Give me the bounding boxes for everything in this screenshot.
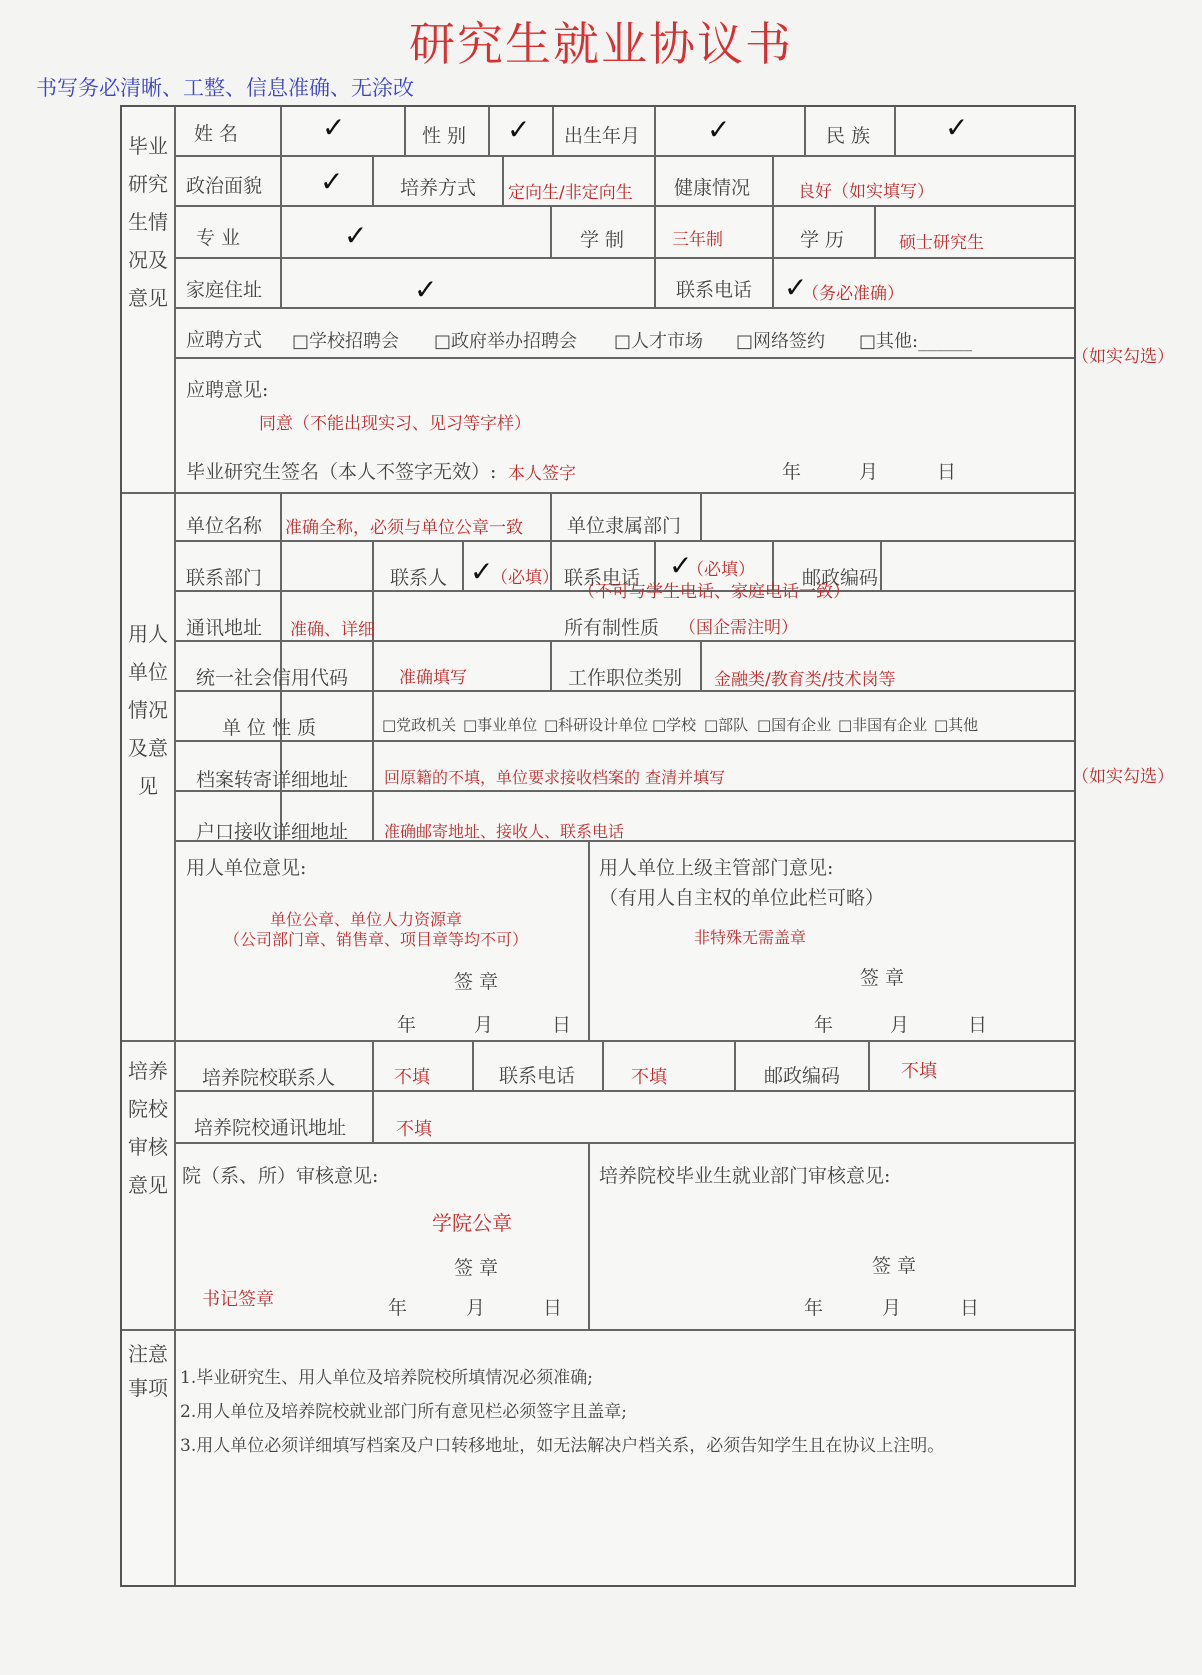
row-line xyxy=(174,205,1074,207)
school-contact-value: 不填 xyxy=(394,1067,430,1088)
cell-line xyxy=(372,155,374,205)
cell-line xyxy=(804,107,806,155)
superior-stamp: 非特殊无需盖章 xyxy=(694,928,807,947)
cell-line xyxy=(502,155,504,205)
row-line xyxy=(174,640,1074,642)
name-check-icon: ✓ xyxy=(322,111,346,144)
date-year: 年 xyxy=(782,461,802,483)
nature-option-school[interactable]: □学校 xyxy=(652,716,697,734)
section3-bottom-line xyxy=(122,1329,1074,1331)
row-line xyxy=(174,740,1074,742)
credit-code-label: 统一社会信用代码 xyxy=(196,667,349,689)
ownership-value: （国企需注明） xyxy=(679,618,798,638)
row-line xyxy=(174,257,1074,259)
secretary-sign: 书记签章 xyxy=(202,1289,274,1310)
cell-line xyxy=(772,155,774,205)
unit-name-value: 准确全称，必须与单位公章一致 xyxy=(285,518,523,538)
school-address-label: 培养院校通讯地址 xyxy=(194,1117,347,1139)
nature-option-public-institution[interactable]: □事业单位 xyxy=(463,716,538,734)
row-line xyxy=(174,690,1074,692)
method-option-campus-fair[interactable]: □学校招聘会 xyxy=(292,331,400,352)
training-label: 培养方式 xyxy=(400,177,477,199)
cell-line xyxy=(588,1142,590,1329)
cell-line xyxy=(472,1040,474,1090)
school-phone-value: 不填 xyxy=(631,1067,667,1088)
method-label: 应聘方式 xyxy=(186,329,263,351)
ownership-label: 所有制性质 xyxy=(564,617,660,639)
cell-line xyxy=(734,1040,736,1090)
contact-phone-check-icon: ✓ xyxy=(669,549,693,582)
employment-seal-label: 签 章 xyxy=(872,1255,917,1277)
college-stamp: 学院公章 xyxy=(432,1211,512,1235)
contact-person-value: （必填） xyxy=(491,568,559,588)
postcode-label: 邮政编码 xyxy=(802,567,879,589)
section1-bottom-line xyxy=(122,492,1074,494)
cell-line xyxy=(700,492,702,540)
school-address-value: 不填 xyxy=(396,1119,432,1140)
cell-line xyxy=(404,107,406,155)
cell-line xyxy=(552,107,554,155)
job-type-value: 金融类/教育类/技术岗等 xyxy=(714,670,896,690)
phone-label: 联系电话 xyxy=(676,279,753,301)
birth-check-icon: ✓ xyxy=(707,113,731,146)
opinion-label: 应聘意见: xyxy=(186,379,269,401)
employer-seal-label: 签 章 xyxy=(454,971,499,993)
cell-line xyxy=(280,205,282,257)
employer-stamp-line2: （公司部门章、销售章、项目章等均不可） xyxy=(224,930,529,949)
superior-opinion-label: 用人单位上级主管部门意见: xyxy=(599,857,834,879)
address-check-icon: ✓ xyxy=(414,273,438,306)
college-date-month: 月 xyxy=(466,1297,486,1319)
major-label: 专 业 xyxy=(196,227,241,249)
superior-date-year: 年 xyxy=(814,1014,834,1036)
employment-date-year: 年 xyxy=(804,1297,824,1319)
row-line xyxy=(174,155,1074,157)
address-label: 家庭住址 xyxy=(186,279,263,301)
signature-value: 本人签字 xyxy=(508,464,576,484)
cell-line xyxy=(880,540,882,590)
superior-opinion-note: （有用人自主权的单位此栏可略） xyxy=(599,887,885,909)
hukou-label: 户口接收详细地址 xyxy=(196,821,349,843)
nature-option-research-design[interactable]: □科研设计单位 xyxy=(544,716,649,734)
training-value: 定向生/非定向生 xyxy=(508,183,633,203)
political-label: 政治面貌 xyxy=(186,175,263,197)
cell-line xyxy=(588,840,590,1040)
mail-address-value: 准确、详细 xyxy=(290,620,375,640)
cell-line xyxy=(772,205,774,257)
school-postcode-value: 不填 xyxy=(901,1061,937,1082)
nature-option-state-owned[interactable]: □国有企业 xyxy=(757,716,832,734)
degree-value: 硕士研究生 xyxy=(899,233,984,253)
health-value: 良好（如实填写） xyxy=(798,182,934,202)
cell-line xyxy=(280,107,282,155)
degree-label: 学 历 xyxy=(800,229,845,251)
cell-line xyxy=(372,540,374,590)
cell-line xyxy=(894,107,896,155)
superior-date-month: 月 xyxy=(890,1014,910,1036)
cell-line xyxy=(488,107,490,155)
note-item: 3.用人单位必须详细填写档案及户口转移地址，如无法解决户档关系，必须告知学生且在协议上注明。 xyxy=(180,1436,945,1456)
row-line xyxy=(174,1090,1074,1092)
row-line xyxy=(174,1142,1074,1144)
gender-check-icon: ✓ xyxy=(507,113,531,146)
mail-address-label: 通讯地址 xyxy=(186,617,263,639)
cell-line xyxy=(372,1040,374,1142)
cell-line xyxy=(654,155,656,205)
school-postcode-label: 邮政编码 xyxy=(764,1065,841,1087)
nature-option-other[interactable]: □其他 xyxy=(934,716,979,734)
row-line xyxy=(174,307,1074,309)
college-date-day: 日 xyxy=(543,1297,563,1319)
employment-date-month: 月 xyxy=(882,1297,902,1319)
employment-dept-label: 培养院校毕业生就业部门审核意见: xyxy=(599,1165,891,1187)
ethnicity-check-icon: ✓ xyxy=(945,111,969,144)
health-label: 健康情况 xyxy=(674,177,751,199)
notes-side-label: 注意事项 xyxy=(128,1342,168,1400)
duration-value: 三年制 xyxy=(672,230,723,250)
nature-option-military[interactable]: □部队 xyxy=(704,716,749,734)
writing-instruction: 书写务必清晰、工整、信息准确、无涂改 xyxy=(36,76,414,100)
archive-label: 档案转寄详细地址 xyxy=(196,769,349,791)
school-phone-label: 联系电话 xyxy=(499,1065,576,1087)
archive-value: 回原籍的不填，单位要求接收档案的 查清并填写 xyxy=(384,768,726,787)
name-label: 姓 名 xyxy=(194,123,239,145)
cell-line xyxy=(550,205,552,257)
contact-person-label: 联系人 xyxy=(390,567,448,589)
method-option-government-fair[interactable]: □政府举办招聘会 xyxy=(434,331,578,352)
date-month: 月 xyxy=(859,461,879,483)
contact-person-check-icon: ✓ xyxy=(470,555,494,588)
college-opinion-label: 院（系、所）审核意见: xyxy=(182,1165,379,1187)
credit-code-value: 准确填写 xyxy=(399,668,467,688)
hukou-value: 准确邮寄地址、接收人、联系电话 xyxy=(384,822,625,841)
cell-line xyxy=(700,640,702,690)
contact-phone-value: （必填） xyxy=(687,560,755,580)
job-type-label: 工作职位类别 xyxy=(568,667,683,689)
contact-dept-label: 联系部门 xyxy=(186,567,263,589)
cell-line xyxy=(874,205,876,257)
nature-option-non-state-owned[interactable]: □非国有企业 xyxy=(838,716,928,734)
employer-date-month: 月 xyxy=(474,1014,494,1036)
section2-side-label: 用人单位情况及意见 xyxy=(128,622,168,798)
gender-label: 性 别 xyxy=(422,125,467,147)
cell-line xyxy=(280,155,282,205)
method-option-online[interactable]: □网络签约 xyxy=(736,331,826,352)
section3-side-label: 培养院校审核意见 xyxy=(128,1059,168,1197)
cell-line xyxy=(654,205,656,257)
employer-date-day: 日 xyxy=(552,1014,572,1036)
superior-date-day: 日 xyxy=(968,1014,988,1036)
note-item: 1.毕业研究生、用人单位及培养院校所填情况必须准确; xyxy=(180,1368,593,1388)
section1-side-label: 毕业研究生情况及意见 xyxy=(128,134,168,310)
cell-line xyxy=(462,540,464,590)
row-line xyxy=(174,357,1074,359)
political-check-icon: ✓ xyxy=(320,165,344,198)
nature-hint: （如实勾选） xyxy=(1072,767,1174,787)
cell-line xyxy=(654,107,656,155)
school-contact-label: 培养院校联系人 xyxy=(202,1067,336,1089)
signature-label: 毕业研究生签名（本人不签字无效）: xyxy=(186,461,497,483)
row-line xyxy=(174,540,1074,542)
nature-label: 单 位 性 质 xyxy=(222,717,317,739)
date-day: 日 xyxy=(937,461,957,483)
duration-label: 学 制 xyxy=(580,229,625,251)
birth-label: 出生年月 xyxy=(564,125,641,147)
cell-line xyxy=(772,257,774,307)
superior-seal-label: 签 章 xyxy=(860,967,905,989)
cell-line xyxy=(550,640,552,690)
dept-label: 单位隶属部门 xyxy=(567,515,682,537)
employer-date-year: 年 xyxy=(397,1014,417,1036)
major-check-icon: ✓ xyxy=(344,219,368,252)
phone-check-icon: ✓ xyxy=(784,271,808,304)
college-date-year: 年 xyxy=(388,1297,408,1319)
employer-stamp-line1: 单位公章、单位人力资源章 xyxy=(270,910,463,929)
employment-date-day: 日 xyxy=(960,1297,980,1319)
cell-line xyxy=(280,257,282,307)
college-seal-label: 签 章 xyxy=(454,1257,499,1279)
note-item: 2.用人单位及培养院校就业部门所有意见栏必须签字且盖章; xyxy=(180,1402,627,1422)
side-column-line xyxy=(174,107,176,1585)
nature-option-party-gov[interactable]: □党政机关 xyxy=(382,716,457,734)
employer-opinion-label: 用人单位意见: xyxy=(186,857,307,879)
method-hint: （如实勾选） xyxy=(1072,347,1174,367)
contact-phone-label: 联系电话 xyxy=(564,567,641,589)
cell-line xyxy=(868,1040,870,1090)
method-option-talent-market[interactable]: □人才市场 xyxy=(614,331,704,352)
ethnicity-label: 民 族 xyxy=(826,125,871,147)
phone-value: （务必准确） xyxy=(802,284,904,304)
cell-line xyxy=(602,1040,604,1090)
agreement-form xyxy=(120,105,1076,1587)
section2-bottom-line xyxy=(122,1040,1074,1042)
cell-line xyxy=(654,257,656,307)
method-option-other[interactable]: □其他:______ xyxy=(859,331,973,352)
unit-name-label: 单位名称 xyxy=(186,515,263,537)
contact-phone-note: （不可与学生电话、家庭电话一致） xyxy=(578,582,850,602)
opinion-value: 同意（不能出现实习、见习等字样） xyxy=(259,414,531,434)
document-title: 研究生就业协议书 xyxy=(409,17,793,71)
